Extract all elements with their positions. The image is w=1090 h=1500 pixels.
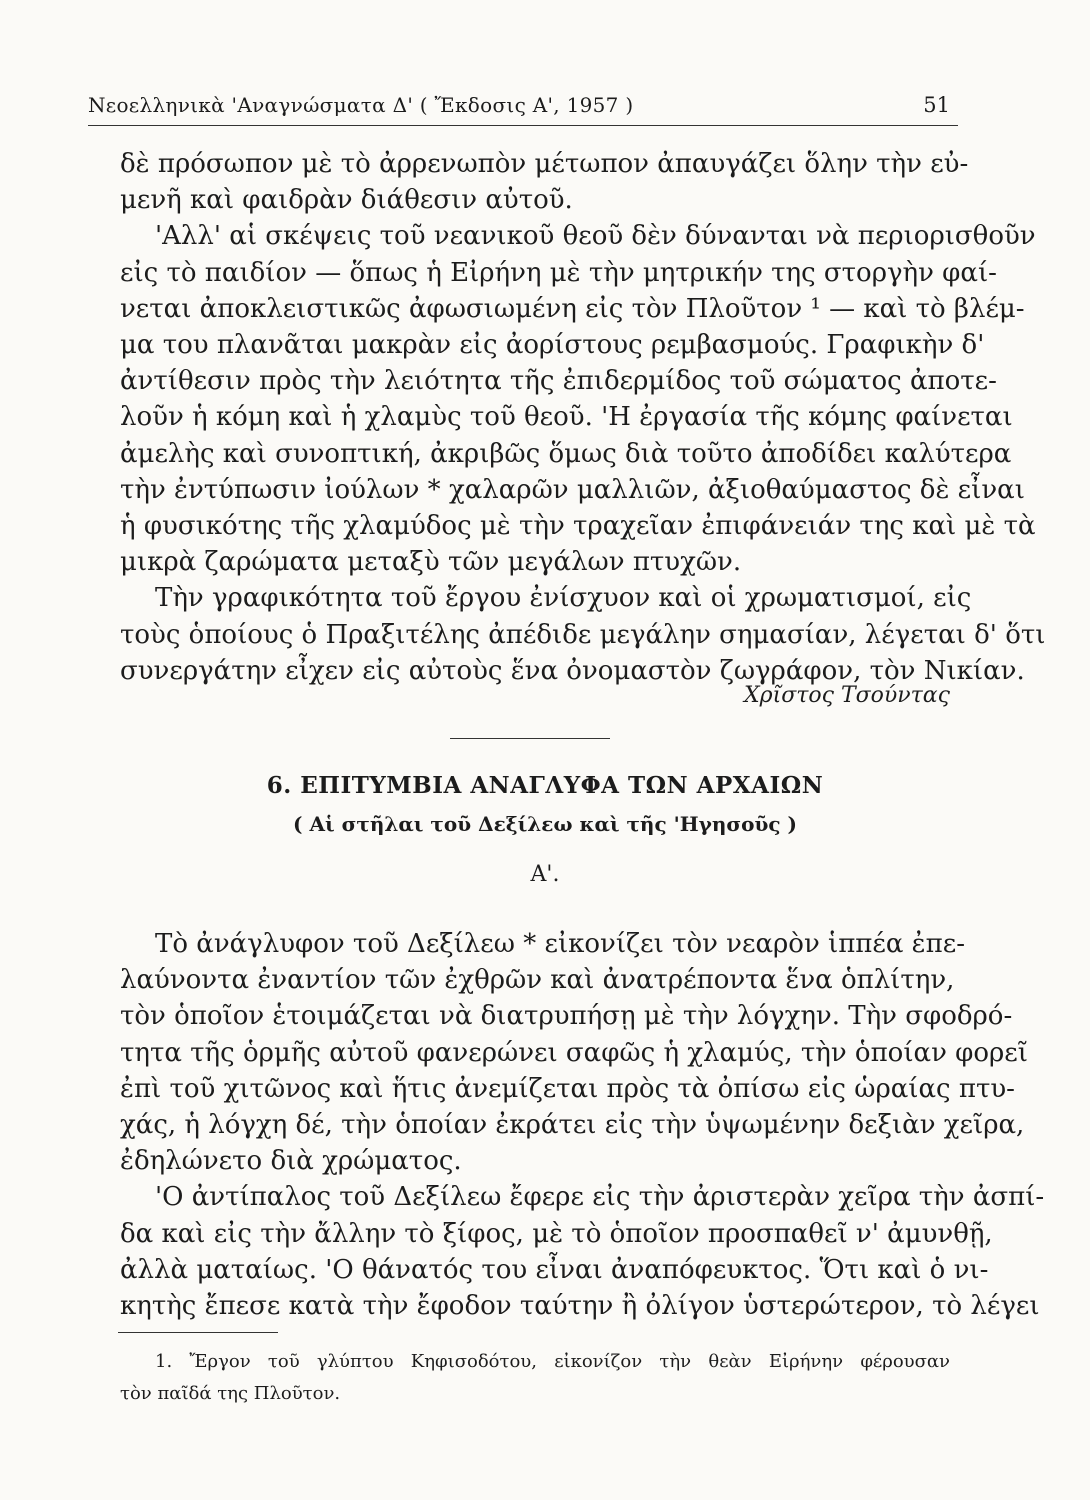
header-title: Νεοελληνικὰ 'Αναγνώσματα Δ' ( Ἔκδοσις Α', 1957 ) xyxy=(88,93,634,117)
section1-text xyxy=(120,146,1046,689)
text-line: κητὴς ἔπεσε κατὰ τὴν ἔφοδον ταύτην ἢ ὀλίγον ὑστερώτερον, τὸ λέγει xyxy=(120,1291,1040,1322)
text-line: δὲ πρόσωπον μὲ τὸ ἀρρενωπὸν μέτωπον ἀπαυγάζει ὅλην τὴν εὐ- xyxy=(120,149,969,179)
text-line: νεται ἀποκλειστικῶς ἀφωσιωμένη εἰς τὸν Πλοῦτον ¹ — καὶ τὸ βλέμ- xyxy=(120,293,1025,324)
text-line: τοὺς ὁποίους ὁ Πραξιτέλης ἀπέδιδε μεγάλην σημασίαν, λέγεται δ' ὅτι xyxy=(120,619,1046,650)
text-line: εἰς τὸ παιδίον — ὅπως ἡ Εἰρήνη μὲ τὴν μητρικήν της στοργὴν φαί- xyxy=(120,257,997,288)
text-line: μενῆ καὶ φαιδρὰν διάθεσιν αὐτοῦ. xyxy=(120,185,573,216)
text-line: μικρὰ ζαρώματα μεταξὺ τῶν μεγάλων πτυχῶν. xyxy=(120,547,742,578)
text-line: ἀντίθεσιν πρὸς τὴν λειότητα τῆς ἐπιδερμίδος τοῦ σώματος ἀποτε- xyxy=(120,366,997,397)
text-line: ἐπὶ τοῦ χιτῶνος καὶ ἥτις ἀνεμίζεται πρὸς τὰ ὀπίσω εἰς ὡραίας πτυ- xyxy=(120,1073,1015,1104)
part-label: Α'. xyxy=(530,862,560,887)
text-line: λαύνοντα ἐναντίον τῶν ἐχθρῶν καὶ ἀνατρέποντα ἕνα ὁπλίτην, xyxy=(120,965,955,996)
text-line: ἀλλὰ ματαίως. 'Ο θάνατός του εἶναι ἀναπόφευκτος. Ὅτι καὶ ὁ νι- xyxy=(120,1254,989,1285)
text-line: δα καὶ εἰς τὴν ἄλλην τὸ ξίφος, μὲ τὸ ὁποῖον προσπαθεῖ ν' ἀμυνθῇ, xyxy=(120,1218,993,1249)
text-line: Τὴν γραφικότητα τοῦ ἔργου ἐνίσχυον καὶ οἱ χρωματισμοί, εἰς xyxy=(155,583,972,614)
text-line: μα του πλανᾶται μακρὰν εἰς ἀορίστους ρεμβασμούς. Γραφικὴν δ' xyxy=(120,330,985,361)
text-line: 'Ο ἀντίπαλος τοῦ Δεξίλεω ἔφερε εἰς τὴν ἀριστερὰν χεῖρα τὴν ἀσπί- xyxy=(155,1182,1045,1213)
section-heading: 6. ΕΠΙΤΥΜΒΙΑ ΑΝΑΓΛΥΦΑ ΤΩΝ ΑΡΧΑΙΩΝ xyxy=(266,772,824,799)
text-line: λοῦν ἡ κόμη καὶ ἡ χλαμὺς τοῦ θεοῦ. 'Η ἐργασία τῆς κόμης φαίνεται xyxy=(120,402,1013,433)
text-line: ἡ φυσικότης τῆς χλαμύδος μὲ τὴν τραχεῖαν ἐπιφάνειάν της καὶ μὲ τὰ xyxy=(120,511,1036,542)
section2-text xyxy=(120,926,1045,1324)
text-line: τὸν ὁποῖον ἑτοιμάζεται νὰ διατρυπήσῃ μὲ τὴν λόγχην. Τὴν σφοδρό- xyxy=(120,1001,1013,1032)
running-header xyxy=(88,93,958,133)
footnote-line: τὸν παῖδά της Πλοῦτον. xyxy=(120,1383,341,1404)
section-separator xyxy=(450,738,610,739)
text-line: χάς, ἡ λόγχη δέ, τὴν ὁποίαν ἐκράτει εἰς τὴν ὑψωμένην δεξιὰν χεῖρα, xyxy=(120,1110,1025,1141)
header-rule xyxy=(88,125,958,126)
text-line: Τὸ ἀνάγλυφον τοῦ Δεξίλεω * εἰκονίζει τὸν νεαρὸν ἱππέα ἐπε- xyxy=(155,929,965,959)
footnote-line: 1. Ἔργον τοῦ γλύπτου Κηφισοδότου, εἰκονίζον τὴν θεὰν Εἰρήνην φέρουσαν xyxy=(155,1351,950,1372)
text-line: τητα τῆς ὁρμῆς αὐτοῦ φανερώνει σαφῶς ἡ χλαμύς, τὴν ὁποίαν φορεῖ xyxy=(120,1037,1028,1068)
text-line: 'Αλλ' αἱ σκέψεις τοῦ νεανικοῦ θεοῦ δὲν δύνανται νὰ περιορισθοῦν xyxy=(155,221,1036,252)
text-line: συνεργάτην εἶχεν εἰς αὐτοὺς ἕνα ὀνομαστὸν ζωγράφον, τὸν Νικίαν. xyxy=(120,655,1025,686)
text-line: ἀμελὴς καὶ συνοπτική, ἀκριβῶς ὅμως διὰ τοῦτο ἀποδίδει καλύτερα xyxy=(120,438,1012,469)
footnote xyxy=(120,1346,950,1410)
page-number: 51 xyxy=(923,93,950,117)
text-line: ἐδηλώνετο διὰ χρώματος. xyxy=(120,1146,462,1177)
footnote-rule xyxy=(118,1332,278,1333)
section-subheading: ( Αἱ στῆλαι τοῦ Δεξίλεω καὶ τῆς 'Ηγησοῦς ) xyxy=(293,812,797,836)
text-line: τὴν ἐντύπωσιν ἰούλων * χαλαρῶν μαλλιῶν, ἀξιοθαύμαστος δὲ εἶναι xyxy=(120,474,1025,505)
author-signature: Χρῖστος Τσούντας xyxy=(743,683,950,708)
